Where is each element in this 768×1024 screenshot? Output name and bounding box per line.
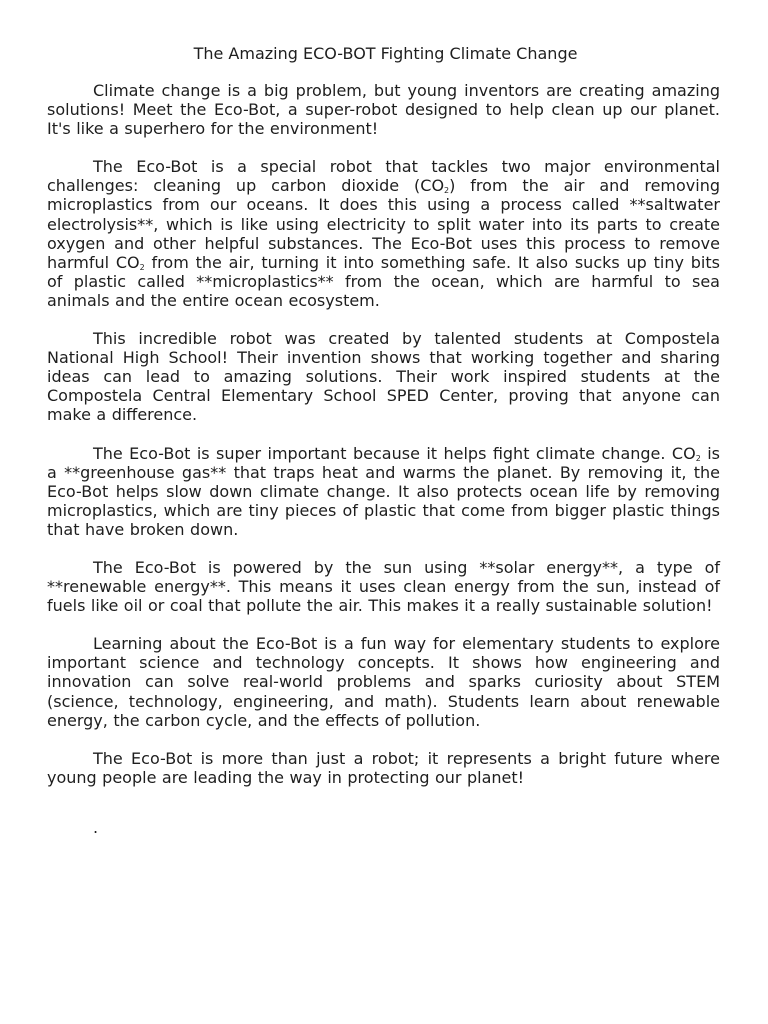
- paragraph-conclusion-text: The Eco-Bot is more than just a robot; it represents a bright future where young people are leading the way in protecting our planet!: [47, 748, 720, 787]
- paragraph-intro: [47, 81, 720, 138]
- co2-subscript: 2: [139, 262, 145, 272]
- paragraph-how-it-works-text-b: ) from the air and removing microplastics from our oceans. It does this using a process called **saltwater electrolysis**, which is like using electricity to split water into its parts to create oxygen and other helpful substances. The Eco-Bot uses this process to remove harmful CO: [47, 176, 720, 272]
- paragraph-learning-text: Learning about the Eco-Bot is a fun way for elementary students to explore important science and technology concepts. It shows how engineering and innovation can solve real-world problems and sparks curiosity about STEM (science, technology, engineering, and math). Students learn about renewable energy, the carbon cycle, and the effects of pollution.: [47, 634, 720, 730]
- document-page: [47, 43, 720, 837]
- paragraph-solar-power: [47, 558, 720, 615]
- trailing-period: .: [93, 817, 99, 837]
- paragraph-importance-text-b: is a **greenhouse gas** that traps heat and warms the planet. By removing it, the Eco-Bot helps slow down climate change. It also protects ocean life by removing microplastics, which are tiny pieces of plastic that come from bigger plastic things that have broken down.: [47, 443, 720, 539]
- paragraph-intro-text: Climate change is a big problem, but young inventors are creating amazing solutions! Meet the Eco-Bot, a super-robot designed to help clean up our planet. It's like a superhero for the environment!: [47, 81, 720, 139]
- paragraph-solar-power-text: The Eco-Bot is powered by the sun using **solar energy**, a type of **renewable energy**. This means it uses clean energy from the sun, instead of fuels like oil or coal that pollute the air. This makes it a really sustainable solution!: [47, 557, 720, 616]
- paragraph-conclusion: [47, 749, 720, 787]
- paragraph-importance: [47, 444, 720, 539]
- paragraph-learning: [47, 634, 720, 729]
- paragraph-creators-text: This incredible robot was created by talented students at Compostela National High School! Their invention shows that working together and sharing ideas can lead to amazing solutions. Their work inspired students at the Compostela Central Elementary School SPED Center, proving that anyone can make a difference.: [47, 329, 720, 425]
- co2-subscript: 2: [444, 186, 450, 196]
- paragraph-importance-text-a: The Eco-Bot is super important because it helps fight climate change. CO: [93, 443, 696, 463]
- co2-subscript: 2: [695, 453, 701, 463]
- paragraph-how-it-works-text-c: from the air, turning it into something safe. It also sucks up tiny bits of plastic called **microplastics** from the ocean, which are harmful to sea animals and the entire ocean ecosystem.: [47, 252, 720, 310]
- paragraph-how-it-works-text-a: The Eco-Bot is a special robot that tackles two major environmental challenges: cleaning up carbon dioxide (CO: [47, 157, 720, 196]
- paragraph-creators: [47, 329, 720, 424]
- document-title: The Amazing ECO-BOT Fighting Climate Change: [193, 44, 578, 63]
- paragraph-how-it-works: [47, 157, 720, 310]
